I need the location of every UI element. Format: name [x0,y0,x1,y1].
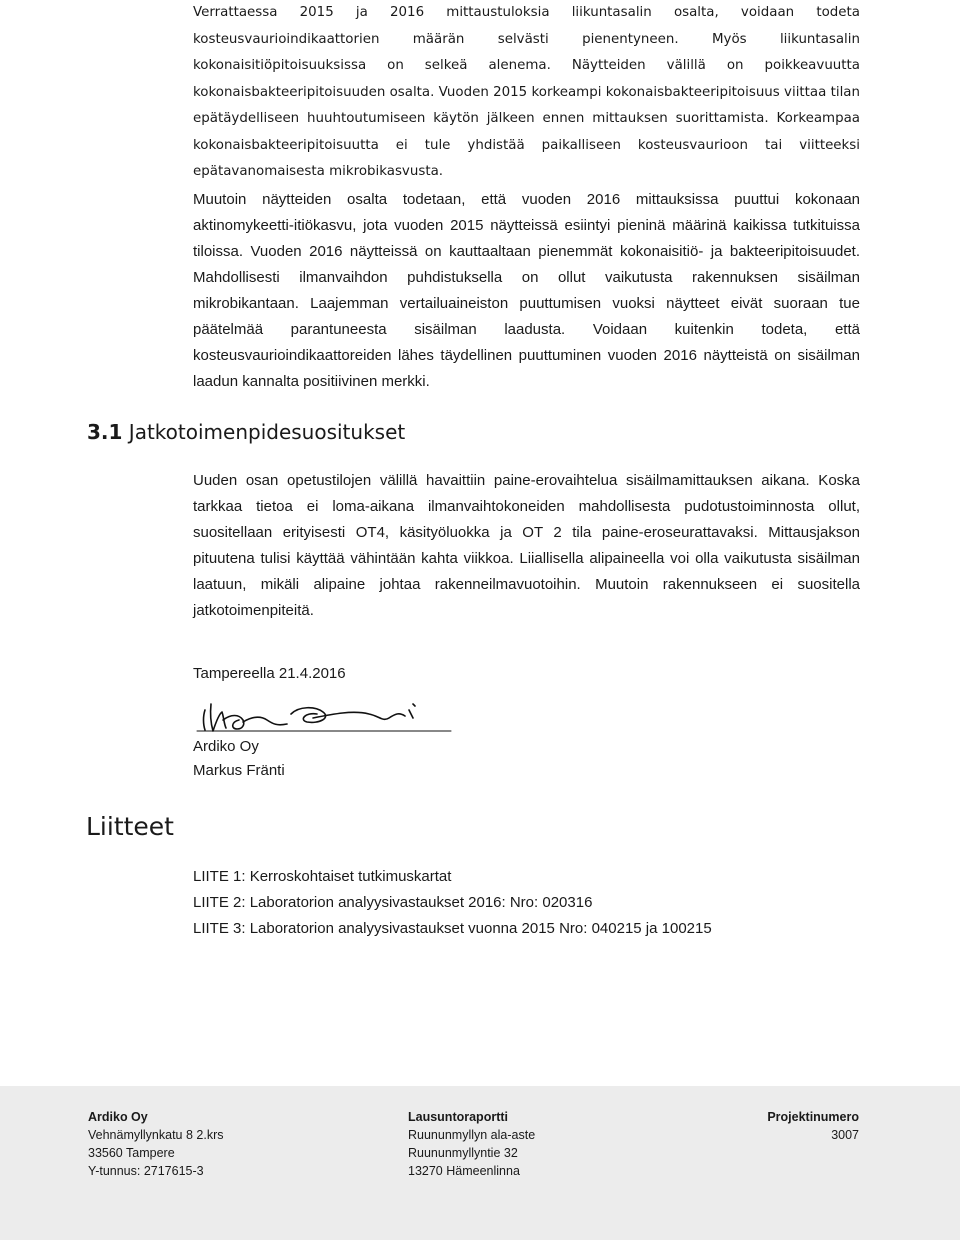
footer-report-street: Ruununmyllyntie 32 [408,1146,518,1160]
footer-report-title: Lausuntoraportti [408,1110,508,1124]
attachment-item-2: LIITE 2: Laboratorion analyysivastaukset 2016: Nro: 020316 [193,894,593,911]
attachment-item-1: LIITE 1: Kerroskohtaiset tutkimuskartat [193,868,452,885]
body-paragraph-1: Verrattaessa 2015 ja 2016 mittaustuloksia liikuntasalin osalta, voidaan todeta kosteusvaurioindikaattorien määrän selvästi pienentyneen. Myös liikuntasalin kokonaisitiöpitoisuuksissa on selkeä alenema. Näytteiden välillä on poikkeavuutta kokonaisbakteeripitoisuuden osalta. Vuoden 2015 korkeampi kokonaisbakteeripitoisuus viittaa tilan epätäydelliseen huuhtoutumiseen käytön jälkeen ennen mittauksen suorittamista. Korkeampaa kokonaisbakteeripitoisuutta ei tule yhdistää paikalliseen kosteusvaurioon tai viitteeksi epätavanomaisesta mikrobikasvusta. [193,5,860,179]
section-title: Jatkotoimenpidesuositukset [128,420,406,444]
footer-project-number: 3007 [831,1128,859,1142]
section-number: 3.1 [87,420,123,444]
footer-company [88,1108,224,1180]
footer-project-title: Projektinumero [767,1110,859,1124]
section-heading [87,420,405,444]
handwritten-signature [193,696,453,736]
footer-company-business-id: Y-tunnus: 2717615-3 [88,1164,204,1178]
footer-report-city: 13270 Hämeenlinna [408,1164,520,1178]
signatory-company: Ardiko Oy [193,738,259,755]
attachment-item-3: LIITE 3: Laboratorion analyysivastaukset vuonna 2015 Nro: 040215 ja 100215 [193,920,712,937]
footer-report-site: Ruununmyllyn ala-aste [408,1128,536,1142]
footer-project [767,1108,859,1144]
footer-company-address: Vehnämyllynkatu 8 2.krs [88,1128,224,1142]
section-paragraph: Uuden osan opetustilojen välillä havaittiin paine-erovaihtelua sisäilmamittauksen aikana. Koska tarkkaa tietoa ei loma-aikana ilmanvaihtokoneiden mahdollisesta pudotustoiminnosta ollut, suositellaan erityisesti OT4, käsityöluokka ja OT 2 tila paine-eroseurattavaksi. Mittausjakson pituutena tulisi käyttää vähintään kahta viikkoa. Liiallisella alipaineella voi olla vaikutusta sisäilman laatuun, mikäli alipaine johtaa rakenneilmavuotoihin. Muutoin rakennukseen ei suositella jatkotoimenpiteitä. [193,472,860,619]
body-paragraph-2: Muutoin näytteiden osalta todetaan, että vuoden 2016 mittauksissa puuttui kokonaan aktinomykeetti-itiökasvu, jota vuoden 2015 näytteissä esiintyi pieninä määrinä kaikissa tutkituissa tiloissa. Vuoden 2016 näytteissä on kauttaaltaan pienemmät kokonaisitiö- ja bakteeripitoisuudet. Mahdollisesti ilmanvaihdon puhdistuksella on ollut vaikutusta rakennuksen sisäilman mikrobikantaan. Laajemman vertailuaineiston puuttumisen vuoksi näytteet eivät suoraan tue päätelmää parantuneesta sisäilman laadusta. Voidaan kuitenkin todeta, että kosteusvaurioindikaattoreiden lähes täydellinen puuttuminen vuoden 2016 näytteistä on sisäilman laadun kannalta positiivinen merkki. [193,191,860,390]
attachments-list [193,864,712,942]
place-date: Tampereella 21.4.2016 [193,665,346,682]
footer-company-title: Ardiko Oy [88,1110,148,1124]
footer-company-city: 33560 Tampere [88,1146,175,1160]
attachments-heading: Liitteet [86,812,174,841]
footer-report [408,1108,535,1180]
signatory-name: Markus Fränti [193,762,285,779]
page-footer [0,1086,960,1240]
